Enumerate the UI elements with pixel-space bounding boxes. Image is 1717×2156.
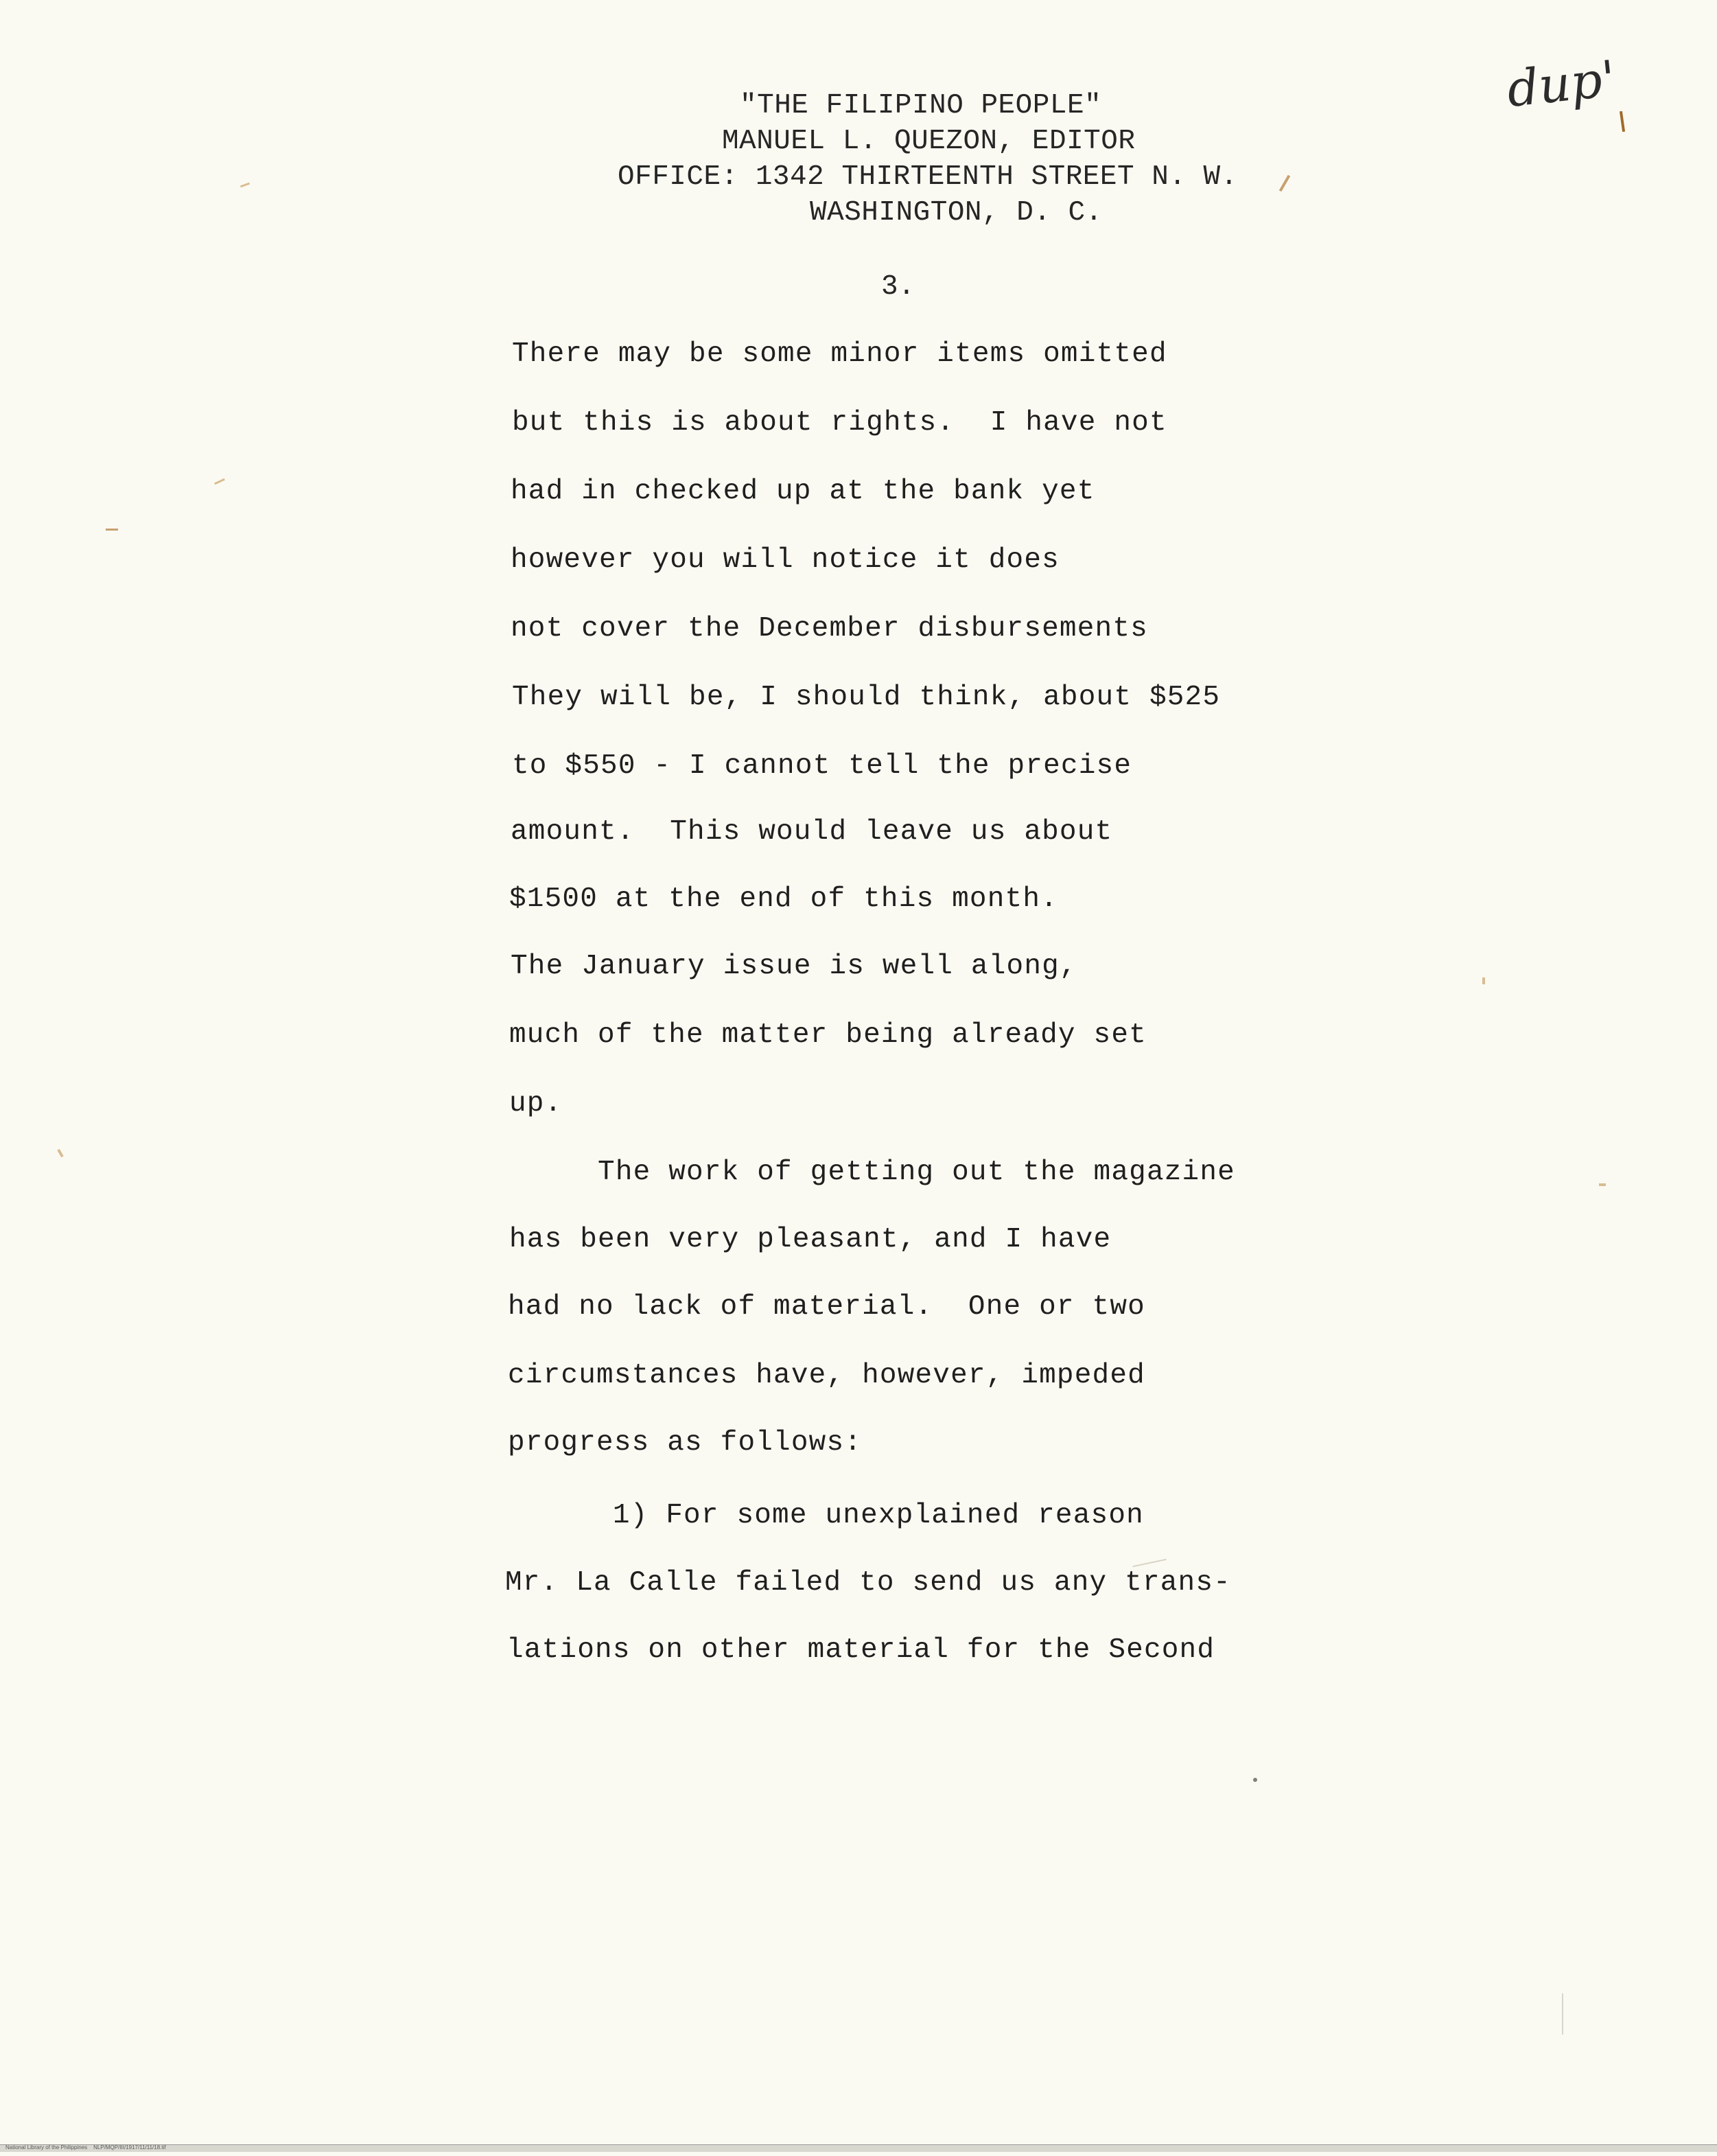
body-line: up. bbox=[509, 1088, 563, 1120]
footer-strip bbox=[0, 2144, 1717, 2152]
body-line: had in checked up at the bank yet bbox=[511, 476, 1095, 507]
body-line: The January issue is well along, bbox=[511, 951, 1077, 982]
body-line: had no lack of material. One or two bbox=[508, 1291, 1145, 1323]
body-line: progress as follows: bbox=[508, 1427, 863, 1459]
footer-archive-label: National Library of the Philippines NLP/MQP/III/1917/11/11/18.tif bbox=[5, 2144, 166, 2151]
paper-speck bbox=[1562, 1993, 1563, 2035]
paper-speck bbox=[106, 529, 118, 531]
body-line: but this is about rights. I have not bbox=[512, 407, 1167, 439]
paper-speck bbox=[1482, 977, 1485, 984]
body-line: circumstances have, however, impeded bbox=[508, 1360, 1145, 1391]
letterhead-city: WASHINGTON, D. C. bbox=[810, 197, 1103, 229]
body-line: Mr. La Calle failed to send us any trans- bbox=[505, 1567, 1231, 1599]
body-line: amount. This would leave us about bbox=[511, 816, 1113, 848]
paper-speck bbox=[1253, 1778, 1257, 1782]
paper-speck bbox=[1279, 175, 1290, 192]
paper-speck bbox=[1599, 1183, 1606, 1186]
body-line: much of the matter being already set bbox=[509, 1019, 1147, 1051]
pencil-mark bbox=[1620, 111, 1625, 132]
paper-speck bbox=[57, 1149, 63, 1157]
letterhead-title: "THE FILIPINO PEOPLE" bbox=[740, 90, 1102, 121]
body-line: They will be, I should think, about $525 bbox=[512, 682, 1221, 713]
body-line: has been very pleasant, and I have bbox=[509, 1224, 1112, 1255]
body-line: however you will notice it does bbox=[511, 544, 1060, 576]
handwritten-annotation: dup' bbox=[1504, 49, 1619, 119]
body-line: $1500 at the end of this month. bbox=[509, 883, 1058, 915]
body-line: to $550 - I cannot tell the precise bbox=[512, 750, 1132, 782]
body-line: 1) For some unexplained reason bbox=[506, 1500, 1144, 1531]
body-line: The work of getting out the magazine bbox=[509, 1157, 1235, 1188]
paper-speck bbox=[240, 183, 250, 188]
letterhead-office: OFFICE: 1342 THIRTEENTH STREET N. W. bbox=[618, 161, 1238, 193]
body-line: lations on other material for the Second bbox=[506, 1634, 1215, 1666]
page-number: 3. bbox=[881, 271, 915, 303]
paper-speck bbox=[214, 478, 225, 485]
letterhead-editor: MANUEL L. QUEZON, EDITOR bbox=[722, 126, 1136, 157]
body-line: There may be some minor items omitted bbox=[512, 338, 1167, 370]
body-line: not cover the December disbursements bbox=[511, 613, 1148, 645]
